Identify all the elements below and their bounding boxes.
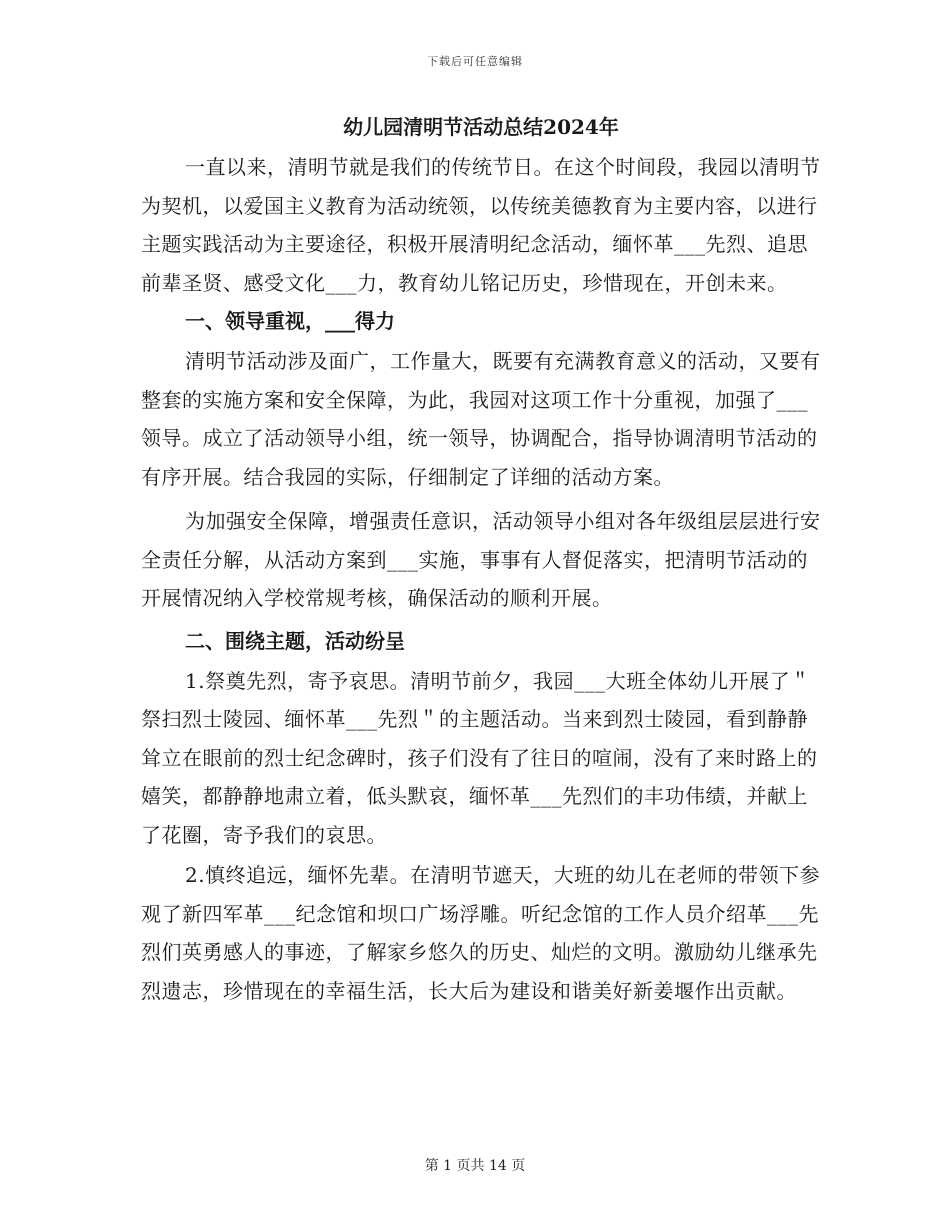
page-header-note: 下载后可任意编辑 bbox=[427, 55, 523, 68]
page-number: 第 1 页共 14 页 bbox=[424, 1158, 526, 1174]
section-2-paragraph-1: 1.祭奠先烈，寄予哀思。清明节前夕，我园___大班全体幼儿开展了＂祭扫烈士陵园、缅怀革___先烈＂的主题活动。当来到烈士陵园，看到静静耸立在眼前的烈士纪念碑时，孩子们没有了往日的喧闹，没有了来时路上的嬉笑，都静静地肃立着，低头默哀，缅怀革___先烈们的丰功伟绩，并献上了花圈，寄予我们的哀思。 bbox=[141, 668, 818, 847]
section-1-heading: 一、领导重视，___得力 bbox=[185, 309, 395, 333]
section-2-paragraph-2: 2.慎终追远，缅怀先辈。在清明节遮天，大班的幼儿在老师的带领下参观了新四军革___纪念馆和坝口广场浮雕。听纪念馆的工作人员介绍革___先烈们英勇感人的事迹，了解家乡悠久的历史、灿烂的文明。激励幼儿继承先烈遗志，珍惜现在的幸福生活，长大后为建设和谐美好新姜堰作出贡献。 bbox=[141, 863, 821, 1003]
document-title: 幼儿园清明节活动总结2024年 bbox=[343, 115, 619, 139]
section-1-paragraph-2: 为加强安全保障，增强责任意识，活动领导小组对各年级组层层进行安全责任分解，从活动方案到___实施，事事有人督促落实，把清明节活动的开展情况纳入学校常规考核，确保活动的顺利开展。 bbox=[141, 509, 821, 610]
section-2-heading: 二、围绕主题，活动纷呈 bbox=[185, 628, 405, 653]
document-body bbox=[141, 112, 821, 1010]
intro-paragraph: 一直以来，清明节就是我们的传统节日。在这个时间段，我园以清明节为契机，以爱国主义教育为活动统领，以传统美德教育为主要内容，以进行主题实践活动为主要途径，积极开展清明纪念活动，缅怀革___先烈、追思前辈圣贤、感受文化___力，教育幼儿铭记历史，珍惜现在，开创未来。 bbox=[141, 155, 821, 295]
section-1-paragraph-1: 清明节活动涉及面广，工作量大，既要有充满教育意义的活动，又要有整套的实施方案和安全保障，为此，我园对这项工作十分重视，加强了___领导。成立了活动领导小组，统一领导，协调配合，指导协调清明节活动的有序开展。结合我园的实际，仔细制定了详细的活动方案。 bbox=[141, 349, 821, 489]
